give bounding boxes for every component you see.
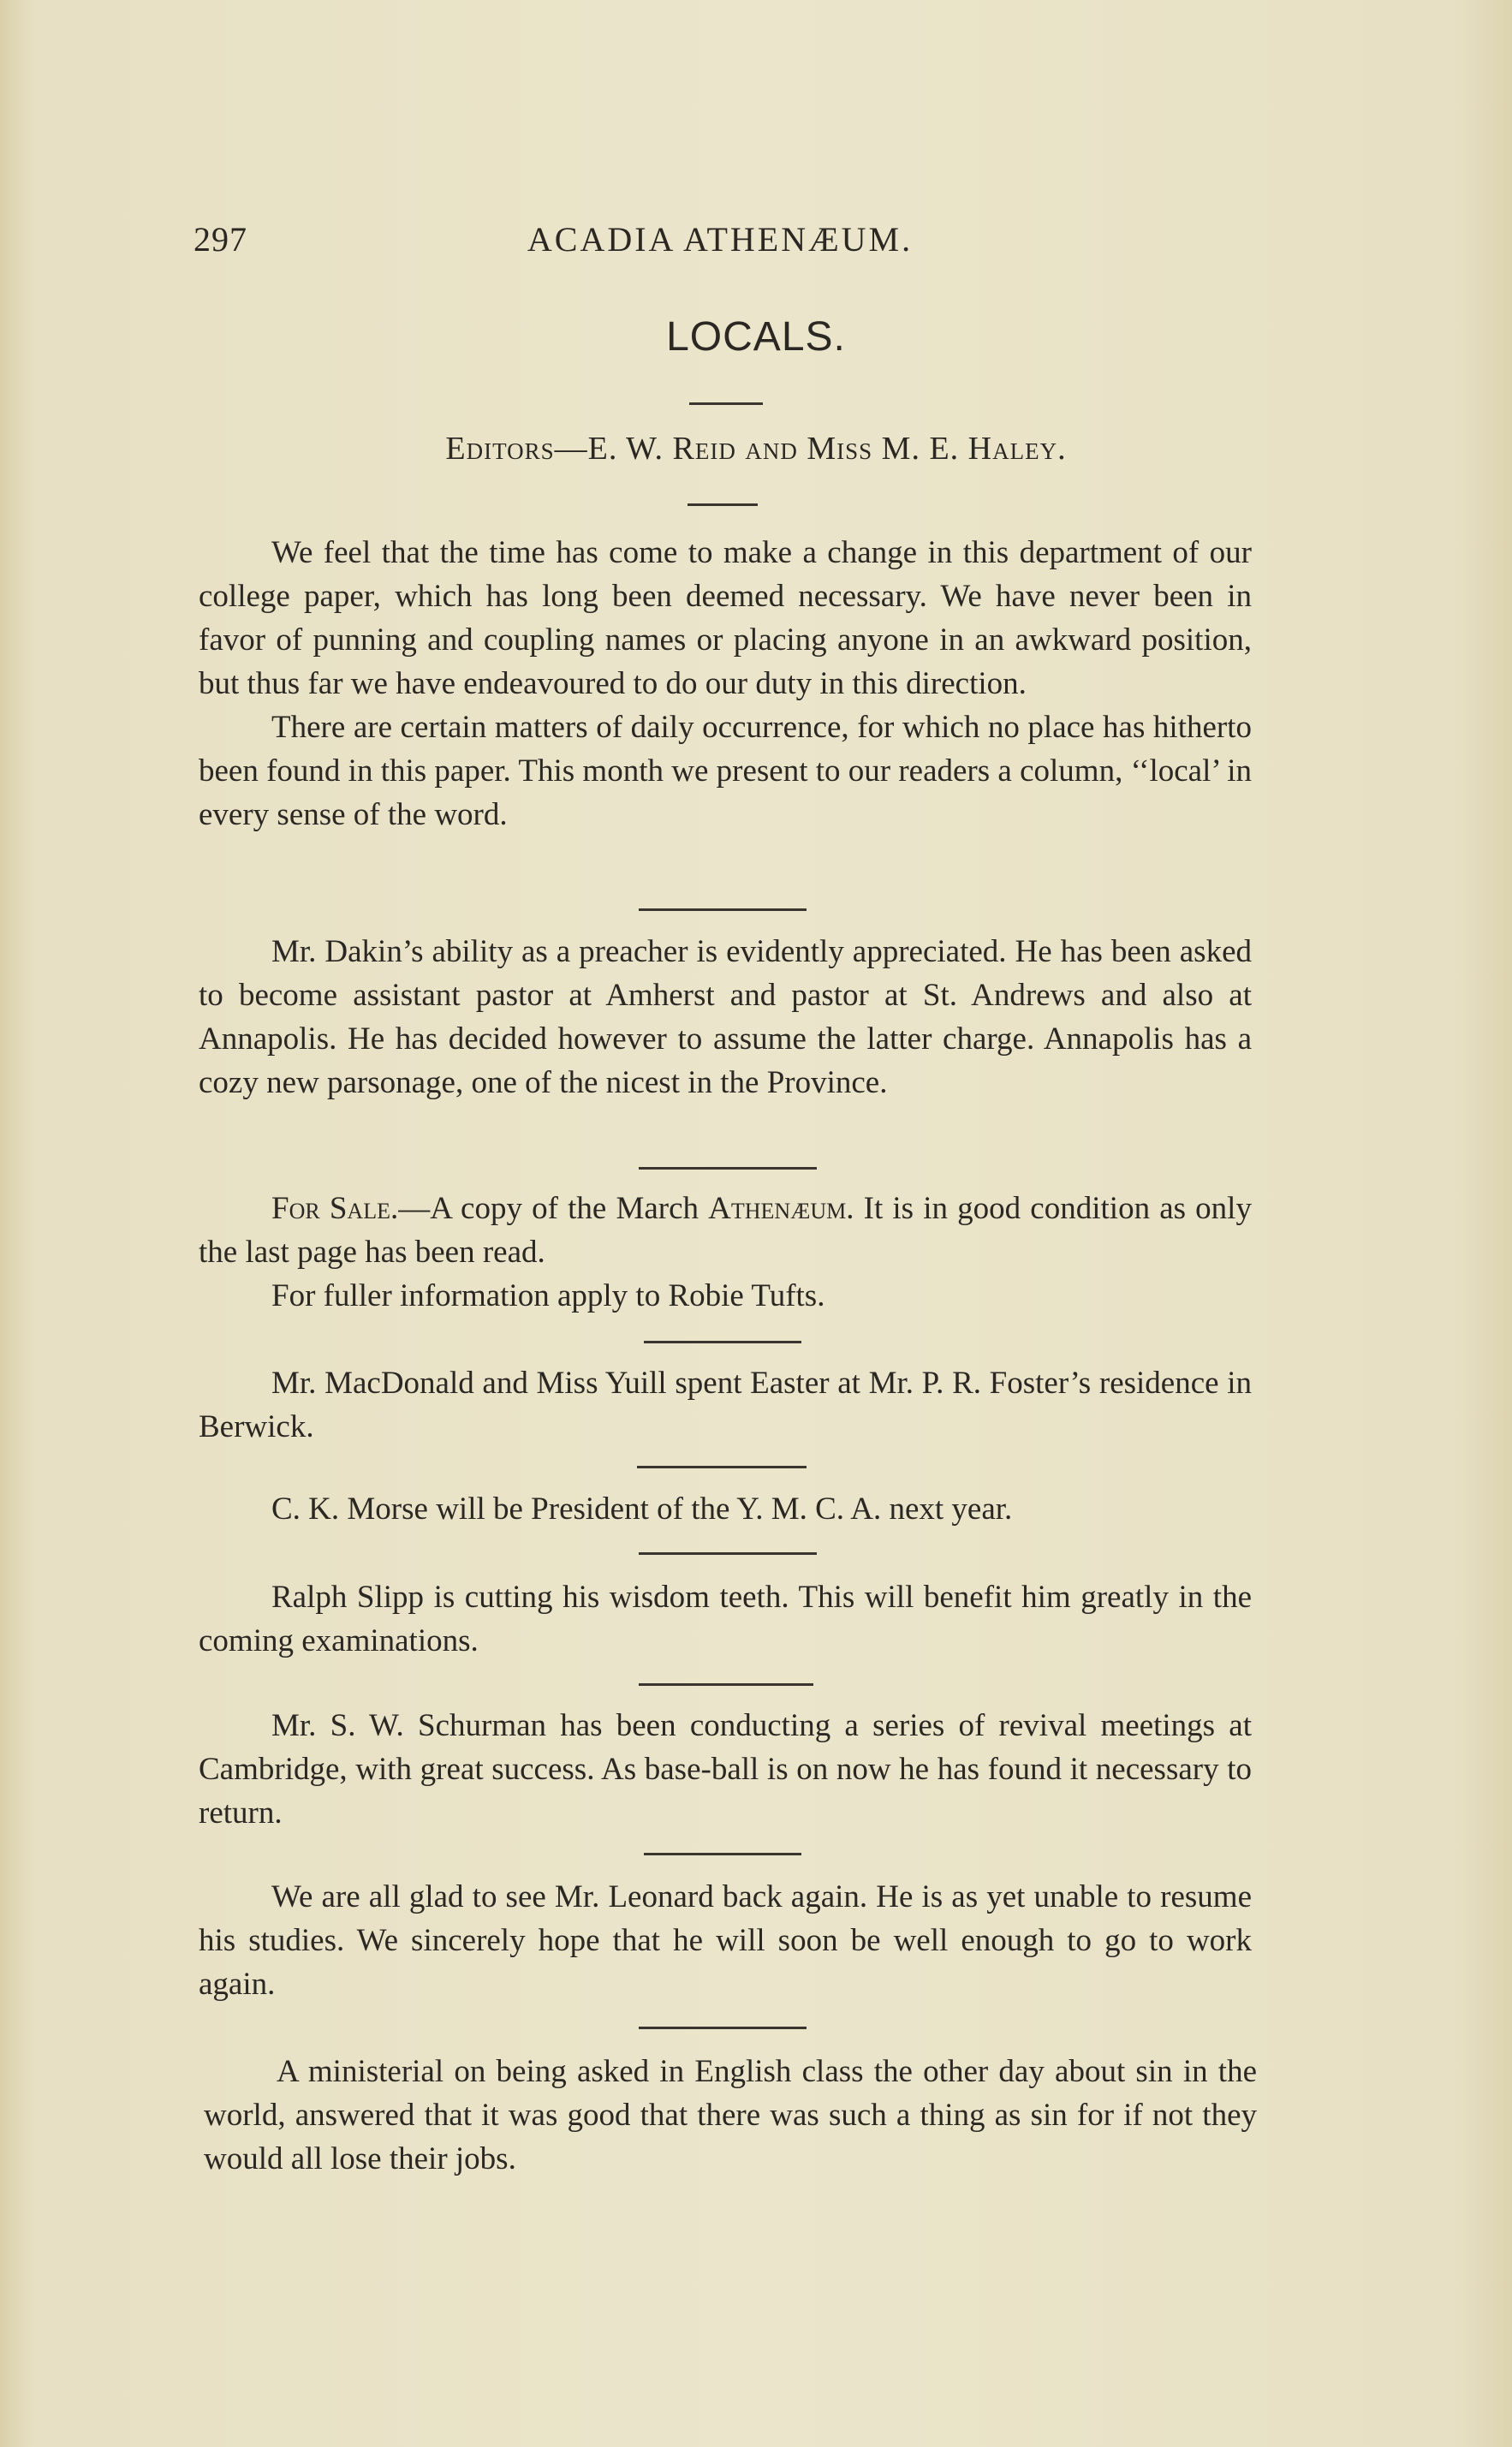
- editors-rule: [688, 503, 758, 506]
- for-sale-dash: ––A copy of the March: [398, 1191, 709, 1226]
- local-item-5: [199, 1487, 1252, 1531]
- local-item-7: [199, 1704, 1252, 1835]
- paragraph: For fuller information apply to Robie Tufts.: [271, 1278, 825, 1313]
- paragraph: Mr. MacDonald and Miss Yuill spent Easter at Mr. P. R. Foster’s residence in Berwick.: [199, 1366, 1252, 1444]
- item-divider: [639, 2027, 807, 2029]
- item-divider: [639, 908, 807, 911]
- local-item-3: [199, 1187, 1252, 1318]
- item-divider: [644, 1341, 801, 1343]
- page-header: [193, 219, 1247, 271]
- paragraph: A ministerial on being asked in English class the other day about sin in the world, answered that it was good that there was such a thing as sin for if not they would all lose their jobs.: [204, 2054, 1257, 2176]
- local-item-8: [199, 1875, 1252, 2006]
- paragraph: We are all glad to see Mr. Leonard back again. He is as yet unable to resume his studies. We sincerely hope that he will soon be well enough to go to work again.: [199, 1879, 1252, 2002]
- journal-name: Athenæum.: [708, 1191, 854, 1226]
- paragraph: Ralph Slipp is cutting his wisdom teeth. This will benefit him greatly in the coming examinations.: [199, 1580, 1252, 1658]
- paragraph: Mr. Dakin’s ability as a preacher is evidently appreciated. He has been asked to become assistant pastor at Amherst and pastor at St. Andrews and also at Annapolis. He has decided however to assume the latter charge. Annapolis has a cozy new parsonage, one of the nicest in the Province.: [199, 934, 1252, 1100]
- local-item-6: [199, 1575, 1252, 1663]
- running-title: ACADIA ATHENÆUM.: [527, 220, 914, 259]
- for-sale-rest: It is in good condition as only the last page has been read.: [199, 1191, 1252, 1270]
- local-item-4: [199, 1361, 1252, 1449]
- title-rule: [689, 402, 763, 405]
- local-item-1: [199, 531, 1252, 837]
- for-sale-lead: For Sale.: [271, 1191, 399, 1226]
- paragraph: [199, 1187, 1252, 1274]
- item-divider: [639, 1552, 817, 1555]
- page-number: 297: [193, 220, 247, 259]
- section-title: LOCALS.: [666, 314, 846, 360]
- paragraph: C. K. Morse will be President of the Y. M. C. A. next year.: [271, 1491, 1013, 1527]
- editors-line: Editors—E. W. Reid and Miss M. E. Haley.: [445, 431, 1067, 467]
- paragraph: We feel that the time has come to make a change in this department of our college paper, which has long been deemed necessary. We have never been in favor of punning and coupling names or placing anyone in an awkward position, but thus far we have endeavoured to do our duty in this direction.: [199, 535, 1252, 701]
- item-divider: [644, 1853, 801, 1855]
- paragraph: There are certain matters of daily occurrence, for which no place has hitherto been found in this paper. This month we present to our readers a column, ‘‘local’ in every sense of the word.: [199, 710, 1252, 832]
- item-divider: [639, 1683, 813, 1686]
- paragraph: Mr. S. W. Schurman has been conducting a series of revival meetings at Cambridge, with great success. As base-ball is on now he has found it necessary to return.: [199, 1708, 1252, 1831]
- local-item-2: [199, 930, 1252, 1104]
- item-divider: [637, 1466, 807, 1468]
- item-divider: [639, 1167, 817, 1170]
- local-item-9: [204, 2050, 1257, 2181]
